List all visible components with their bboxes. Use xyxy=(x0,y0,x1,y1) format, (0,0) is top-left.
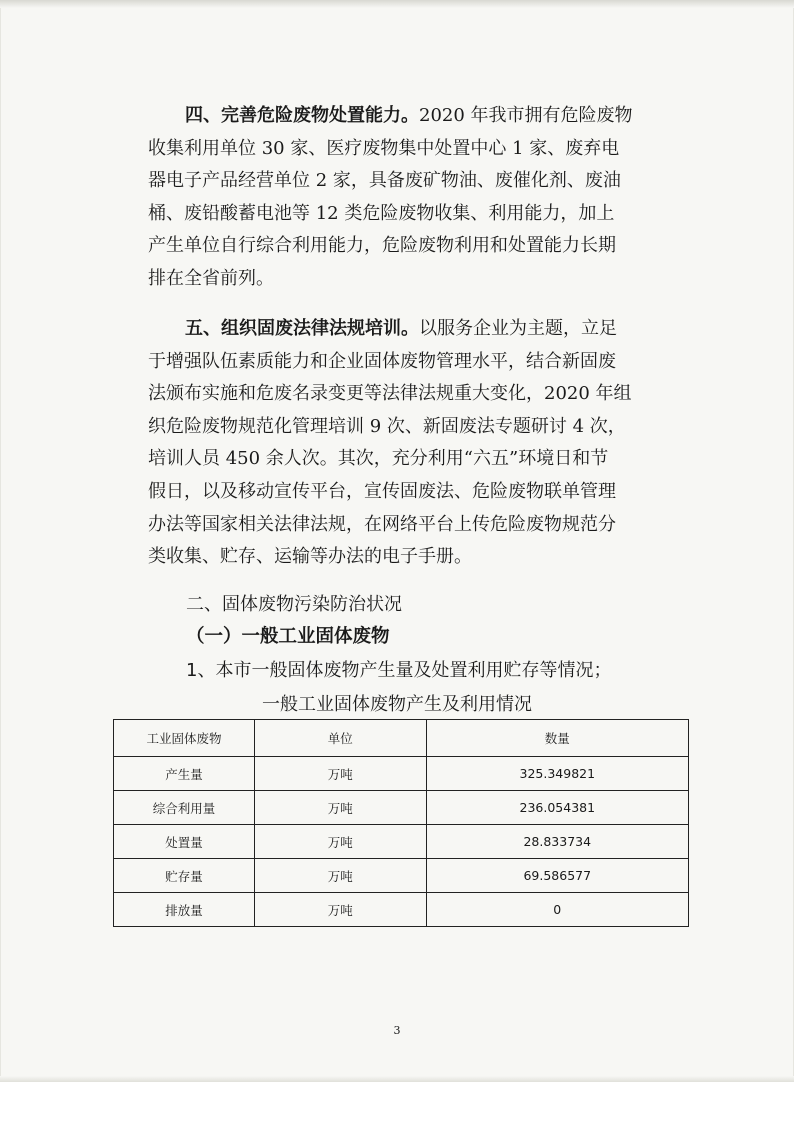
table-row xyxy=(114,791,689,825)
list-item-1: 1、本市一般固体废物产生量及处置利用贮存等情况； xyxy=(186,660,612,681)
table-cell: 万吨 xyxy=(254,757,426,791)
page-number: 3 xyxy=(393,1024,401,1037)
header-cell: 工业固体废物 xyxy=(114,720,255,757)
table-row xyxy=(114,825,689,859)
section-4-line: 器电子产品经营单位 2 家，具备废矿物油、废催化剂、废油 xyxy=(148,170,621,192)
table-cell: 贮存量 xyxy=(114,859,255,893)
header-cell: 数量 xyxy=(426,720,688,757)
section-5-line: 假日，以及移动宣传平台，宣传固废法、危险废物联单管理 xyxy=(148,480,616,502)
section-5-line: 法颁布实施和危废名录变更等法律法规重大变化，2020 年组 xyxy=(148,383,632,405)
table-row xyxy=(114,859,689,893)
table-cell: 325.349821 xyxy=(426,757,688,791)
section-5-heading: 五、组织固废法律法规培训。 xyxy=(185,318,419,339)
table-cell: 0 xyxy=(426,893,688,927)
section-5-line: 织危险废物规范化管理培训 9 次、新固废法专题研讨 4 次， xyxy=(148,415,626,437)
table-cell: 万吨 xyxy=(254,859,426,893)
blank-margin xyxy=(0,1082,794,1122)
section-4-line: 2020 年我市拥有危险废物 xyxy=(419,105,633,126)
section-5-line: 办法等国家相关法律法规，在网络平台上传危险废物规范分 xyxy=(148,513,616,535)
table-row xyxy=(114,893,689,927)
section-5-line: 类收集、贮存、运输等办法的电子手册。 xyxy=(148,546,472,568)
table-cell: 万吨 xyxy=(254,825,426,859)
section-4-line: 排在全省前列。 xyxy=(148,267,274,289)
table-cell: 236.054381 xyxy=(426,791,688,825)
section-4-line: 收集利用单位 30 家、医疗废物集中处置中心 1 家、废弃电 xyxy=(148,137,620,159)
table-title: 一般工业固体废物产生及利用情况 xyxy=(262,694,532,715)
section-5-line: 培训人员 450 余人次。其次，充分利用“六五”环境日和节 xyxy=(148,448,609,470)
section-5-line: 于增强队伍素质能力和企业固体废物管理水平，结合新固废 xyxy=(148,350,616,372)
section-heading-solid-waste: 二、固体废物污染防治状况 xyxy=(186,594,402,615)
table-row xyxy=(114,757,689,791)
section-5-line: 以服务企业为主题，立足 xyxy=(419,318,617,339)
section-4-line: 产生单位自行综合利用能力，危险废物利用和处置能力长期 xyxy=(148,235,616,257)
table-cell: 综合利用量 xyxy=(114,791,255,825)
section-4-line: 桶、废铅酸蓄电池等 12 类危险废物收集、利用能力，加上 xyxy=(148,202,615,224)
table-cell: 排放量 xyxy=(114,893,255,927)
table-cell: 产生量 xyxy=(114,757,255,791)
table-cell: 处置量 xyxy=(114,825,255,859)
table-cell: 28.833734 xyxy=(426,825,688,859)
table-cell: 69.586577 xyxy=(426,859,688,893)
section-5 xyxy=(148,313,688,574)
section-4-heading: 四、完善危险废物处置能力。 xyxy=(185,105,419,126)
subsection-heading-industrial-waste: （一）一般工业固体废物 xyxy=(186,626,390,647)
section-4 xyxy=(148,100,688,296)
waste-table xyxy=(113,719,689,927)
header-cell: 单位 xyxy=(254,720,426,757)
table-header-row xyxy=(114,720,689,757)
table-cell: 万吨 xyxy=(254,791,426,825)
table-cell: 万吨 xyxy=(254,893,426,927)
scan-top-edge xyxy=(0,0,794,8)
